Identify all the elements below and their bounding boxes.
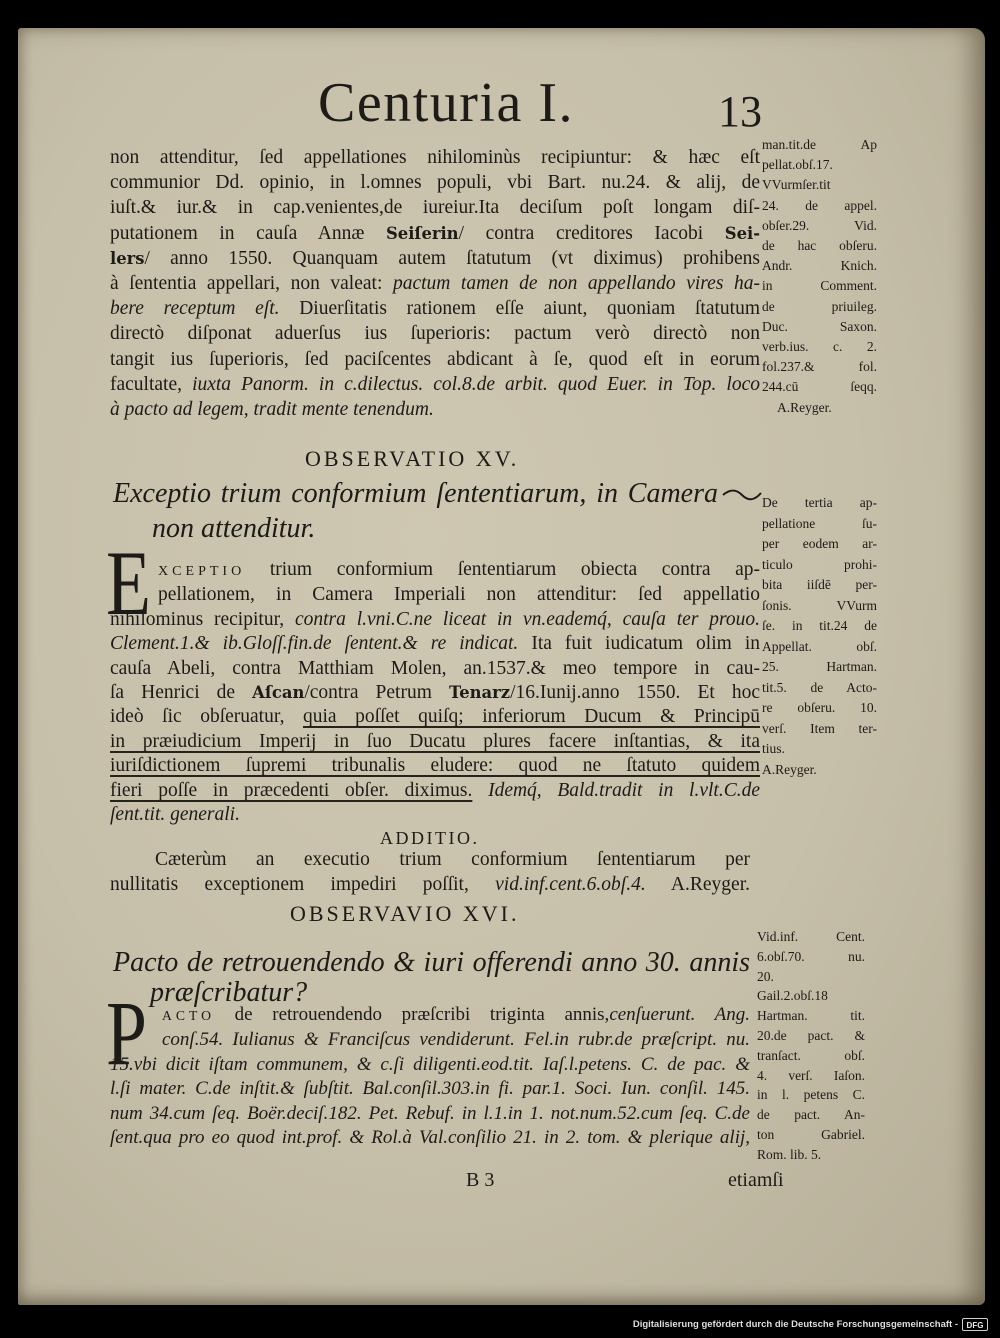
roman-text: pellationem, in Camera Imperiali non attenditur: ſed appellatio xyxy=(158,584,760,606)
roman-text: facultate, xyxy=(110,373,193,395)
margin-note-line: 20.de pact. & xyxy=(757,1027,865,1043)
margin-note-line: de pact. An- xyxy=(757,1107,865,1123)
margin-note-line: 20. xyxy=(757,968,774,984)
margin-note-line: man.tit.de Ap xyxy=(762,137,877,152)
roman-text: cauſa Abeli, contra Matthiam Molen, an.1537.& meo tempore in cau- xyxy=(110,657,760,679)
text-line xyxy=(162,1003,750,1028)
margin-note-line: obſer.29. Vid. xyxy=(762,217,877,233)
margin-note-line: De tertia ap- xyxy=(762,495,877,510)
margin-note-line: 244.cū ſeqq. xyxy=(762,379,877,395)
margin-note-line: 24. de appel. xyxy=(762,197,877,213)
text-line xyxy=(110,779,760,803)
text-line xyxy=(155,848,750,873)
section-title-line: non attenditur. xyxy=(152,513,316,544)
margin-note-line: ſonis. VVurm xyxy=(762,597,877,613)
roman-text: iuſt.& iur.& in cap.venientes,de iureiur.Ita deciſum poſt longam diſ- xyxy=(110,197,760,219)
italic-citation: ſent.qua pro eo quod int.prof. & Rol.à Val.conſilio 21. in 2. tom. & plerique alij, xyxy=(110,1127,750,1149)
text-line xyxy=(110,347,760,372)
page-number: 13 xyxy=(718,87,762,136)
text-line xyxy=(158,558,760,583)
section-title xyxy=(113,948,750,1008)
margin-note-line: Hartman. tit. xyxy=(757,1008,865,1024)
margin-note-line: Vid.inf. Cent. xyxy=(757,929,865,944)
text-line xyxy=(110,803,760,827)
roman-text: nihilominus recipitur, xyxy=(110,608,295,630)
italic-citation: Idemq́, Bald.tradit in l.vlt.C.de xyxy=(472,779,760,801)
margin-note xyxy=(757,927,865,1165)
blackletter-name: Aſcan xyxy=(252,683,305,703)
text-line xyxy=(110,1053,750,1077)
margin-note-line: re obſeru. 10. xyxy=(762,700,877,715)
italic-citation: 15.vbi dicit iſtam communem, & c.ſi diligenti.eod.tit. Iaſ.l.petens. C. de pac. & xyxy=(110,1053,750,1075)
continued-text-block xyxy=(110,145,760,422)
section-heading: OBSERVAVIO XVI. xyxy=(290,901,520,926)
roman-text: ſa Henrici de xyxy=(110,682,253,704)
text-line xyxy=(110,271,760,296)
roman-text: / contra creditores Iacobi xyxy=(458,222,725,244)
roman-text: A.Reyger. xyxy=(645,873,750,895)
underlined-passage: in præiudicium Imperij in ſuo Ducatu plures facere inſtantias, & ita xyxy=(110,730,760,752)
margin-note-line: ton Gabriel. xyxy=(757,1126,865,1142)
italic-citation: num 34.cum ſeq. Boër.deciſ.182. Pet. Rebuf. in l.1.in 1. not.num.52.cum ſeq. C.de xyxy=(110,1102,750,1124)
underlined-passage: fieri poſſe in præcedenti obſer. diximus. xyxy=(110,779,473,801)
roman-text: Diuerſitatis rationem eſſe aiunt, quoniam ſtatutum xyxy=(279,298,760,320)
roman-text: de retrouendendo præſcribi triginta annis, xyxy=(214,1004,610,1025)
dfg-logo: DFG xyxy=(962,1318,988,1331)
roman-text: tangit ius ſuperioris, ſed paciſcentes abdicant à ſe, quod eſt in eorum xyxy=(110,348,760,370)
margin-note xyxy=(762,493,877,780)
margin-note-line: tranſact. obſ. xyxy=(757,1047,865,1063)
roman-text: Ita fuit iudicatum olim in xyxy=(518,633,760,655)
italic-citation: cenſuerunt. Ang. xyxy=(609,1004,750,1025)
margin-note-line: tit.5. de Acto- xyxy=(762,679,877,695)
margin-note-line: verſ. Item ter- xyxy=(762,720,877,736)
margin-note-line: Andr. Knich. xyxy=(762,258,877,274)
margin-note-line: fol.237.& fol. xyxy=(762,359,877,375)
margin-note-line: ſe. in tit.24 de xyxy=(762,618,877,633)
small-caps-opening: XCEPTIO xyxy=(158,563,246,579)
drop-cap-initial: E xyxy=(106,532,151,634)
text-line xyxy=(110,632,760,656)
italic-citation: à pacto ad legem, tradit mente tenendum. xyxy=(110,399,434,421)
margin-note-line: de hac obſeru. xyxy=(762,238,877,254)
section-title-line: præſcribatur? xyxy=(150,977,308,1008)
text-line xyxy=(110,246,760,271)
margin-note-line: de priuileg. xyxy=(762,298,877,314)
italic-text: pactum tamen de non appellando vires ha- xyxy=(392,273,760,295)
roman-text: / anno 1550. Quanquam autem ſtatutum (vt diximus) prohibens xyxy=(144,247,760,269)
italic-citation: ſent.tit. generali. xyxy=(110,804,240,826)
italic-citation: conſ.54. Iulianus & Franciſcus vendiderunt. Fel.in rubr.de præſcript. nu. xyxy=(162,1029,750,1051)
roman-text: ideò ſic obſeruatur, xyxy=(110,706,304,728)
text-line xyxy=(110,681,760,705)
margin-note-line: 6.obſ.70. nu. xyxy=(757,948,865,964)
italic-citation: Clement.1.& ib.Gloſſ.fin.de ſentent.& re indicat. xyxy=(110,633,519,655)
margin-note-line: pellatione ſu- xyxy=(762,515,877,531)
italic-citation: vid.inf.cent.6.obſ.4. xyxy=(495,873,646,895)
roman-text: à ſententia appellari, non valeat: xyxy=(110,273,393,295)
blackletter-name: Seiſerin xyxy=(385,223,459,243)
italic-citation: iuxta Panorm. in c.dilectus. col.8.de arbit. quod Euer. in Top. loco xyxy=(192,373,760,395)
underlined-passage: iuriſdictionem ſupremi tribunalis eludere: quod ne ſtatuto quidem xyxy=(110,755,760,777)
roman-text: non attenditur, ſed appellationes nihilominùs recipiuntur: & hæc eſt xyxy=(110,147,760,168)
blackletter-name: lers xyxy=(110,248,145,268)
margin-note-line: Rom. lib. 5. xyxy=(757,1146,822,1162)
roman-text: nullitatis exceptionem impediri poſſit, xyxy=(110,873,496,895)
blackletter-name: Tenarz xyxy=(448,683,511,703)
text-line xyxy=(110,730,760,754)
text-line xyxy=(110,1077,750,1101)
margin-note xyxy=(762,135,877,418)
section-title-line: Exceptio trium conformium ſententiarum, in Camera xyxy=(113,478,718,509)
margin-note-line: 4. verſ. Iaſon. xyxy=(757,1067,865,1083)
roman-text: /16.Iunij.anno 1550. Et hoc xyxy=(510,682,761,704)
digitization-credit: Digitalisierung gefördert durch die Deutsche Forschungsgemeinschaft - xyxy=(632,1319,958,1330)
roman-text: directò diſponat aduerſus ius ſuperioris: pactum verò directò non xyxy=(110,323,760,345)
running-head-title: Centuria I. xyxy=(318,72,574,134)
additio-heading: ADDITIO. xyxy=(380,828,480,848)
section-title-line: Pacto de retrouendendo & iuri offerendi anno 30. annis xyxy=(113,947,750,978)
text-line xyxy=(110,195,760,220)
roman-text: putationem in cauſa Annæ xyxy=(110,222,386,244)
margin-note-line: Gail.2.obſ.18 xyxy=(757,988,828,1004)
text-line xyxy=(110,705,760,729)
text-line xyxy=(110,1126,750,1150)
text-line xyxy=(110,145,760,170)
section-title xyxy=(113,476,718,546)
margin-note-line: Appellat. obſ. xyxy=(762,638,877,654)
margin-note-line: ticulo prohi- xyxy=(762,556,877,572)
margin-note-line: 25. Hartman. xyxy=(762,659,877,674)
text-line xyxy=(110,321,760,346)
text-line xyxy=(110,1102,750,1126)
margin-note-line: VVurmſer.tit xyxy=(762,177,831,193)
drop-cap-initial: P xyxy=(106,982,147,1084)
margin-note-line: tius. xyxy=(762,741,785,756)
additio-body xyxy=(110,848,750,897)
text-line xyxy=(110,608,760,632)
margin-note-line: bita iiſdē per- xyxy=(762,577,877,592)
text-line xyxy=(110,397,760,422)
roman-text: /contra Petrum xyxy=(304,682,449,704)
observation-body xyxy=(110,1003,750,1150)
text-line xyxy=(110,873,750,898)
text-line xyxy=(110,170,760,195)
margin-note-line: in Comment. xyxy=(762,278,877,294)
underlined-passage: quia poſſet quiſq; inferiorum Ducum & Principū xyxy=(303,706,760,728)
margin-note-line: per eodem ar- xyxy=(762,536,877,551)
roman-text: Cæterùm an executio trium conformium ſententiarum per xyxy=(155,849,750,870)
text-line xyxy=(110,221,760,246)
text-line xyxy=(110,657,760,681)
text-line xyxy=(158,583,760,607)
italic-citation: l.ſi mater. C.de inſtit.& ſubſtit. Bal.conſil.303.in fi. par.1. Soci. Iun. conſil. 145. xyxy=(110,1078,750,1100)
margin-note-line: Duc. Saxon. xyxy=(762,318,877,334)
text-line xyxy=(110,372,760,397)
blackletter-name: Sei- xyxy=(724,223,760,243)
observation-body xyxy=(110,558,760,827)
text-line xyxy=(110,296,760,321)
signature-mark: B 3 xyxy=(466,1169,495,1191)
catchword: etiamſi xyxy=(728,1169,784,1191)
margin-note-line: verb.ius. c. 2. xyxy=(762,339,877,355)
italic-text: bere receptum eſt. xyxy=(110,298,280,320)
italic-citation: contra l.vni.C.ne liceat in vn.eademq́, cauſa ter prouo. xyxy=(294,608,760,630)
roman-text: trium conformium ſententiarum obiecta contra ap- xyxy=(245,559,760,580)
margin-note-line: A.Reyger. xyxy=(762,761,817,777)
roman-text: communior Dd. opinio, in l.omnes populi, vbi Bart. nu.24. & alij, de xyxy=(110,172,760,194)
small-caps-opening: ACTO xyxy=(162,1008,215,1023)
text-line xyxy=(162,1028,750,1052)
margin-note-line: in l. petens C. xyxy=(757,1087,865,1103)
margin-note-line: A.Reyger. xyxy=(777,399,832,415)
line-filler-flourish xyxy=(722,487,762,503)
section-heading: OBSERVATIO XV. xyxy=(305,446,520,471)
margin-note-line: pellat.obſ.17. xyxy=(762,157,833,173)
text-line xyxy=(110,754,760,778)
